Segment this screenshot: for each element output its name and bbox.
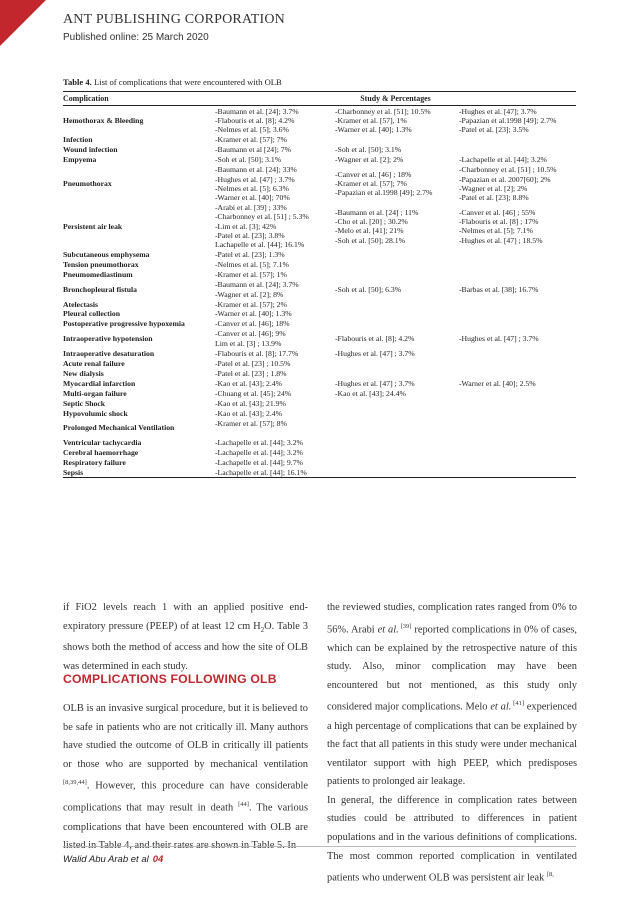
publication-date: Published online: 25 March 2020 xyxy=(63,32,209,43)
study-cell xyxy=(459,348,576,358)
complication-name: Empyema xyxy=(63,155,97,165)
header-study-percentages: Study & Percentages xyxy=(215,92,576,106)
study-cell xyxy=(459,203,576,250)
study-entry: -Canver et al. [46]; 9% xyxy=(215,329,286,339)
table-row xyxy=(63,203,576,250)
study-entry: -Kramer et al. [57]; 2% xyxy=(215,299,287,309)
complication-name: Sepsis xyxy=(63,467,215,477)
complication-name: Ventricular tachycardia xyxy=(63,437,142,447)
study-cell xyxy=(335,388,459,398)
study-entry: -Patel et al. [23] ; 1.8% xyxy=(215,368,287,378)
study-cell xyxy=(215,348,335,358)
table-row xyxy=(63,280,576,299)
study-entry: -Lachapelle et al. [44]; 16.1% xyxy=(215,467,307,477)
table-row xyxy=(63,378,576,388)
left-para2-text-b: . However, this procedure can have considerable complications that may result in death xyxy=(63,780,308,814)
study-cell xyxy=(335,348,459,358)
table-caption xyxy=(63,77,282,87)
study-entry: -Baumann et al [24]; 7% xyxy=(215,145,291,155)
study-entry: -Canver et al. [46] ; 18% xyxy=(335,169,412,179)
complication-name: Tension pneumothorax xyxy=(63,260,139,270)
study-cell xyxy=(215,408,335,418)
study-cell xyxy=(335,319,459,329)
study-cell xyxy=(215,388,335,398)
study-cell xyxy=(215,448,335,458)
table-row xyxy=(63,388,576,398)
study-cell xyxy=(459,309,576,319)
study-entry: -Baumann et al. [24]; 3.7% xyxy=(215,106,299,116)
complication-name: Persistent air leak xyxy=(63,221,123,231)
study-cell xyxy=(459,319,576,329)
study-cell xyxy=(215,270,335,280)
study-entry: -Baumann et al. [24] ; 11% xyxy=(335,207,419,217)
study-entry: -Kramer et al. [57]; 8% xyxy=(215,418,287,428)
study-entry: -Soh et al. [50]; 3.1% xyxy=(215,155,282,165)
table-row xyxy=(63,438,576,448)
table-row xyxy=(63,448,576,458)
study-cell xyxy=(215,155,335,165)
study-entry: -Charbonney et al. [51] ; 10.5% xyxy=(459,165,557,175)
study-cell xyxy=(335,250,459,260)
study-cell xyxy=(459,145,576,155)
table-row xyxy=(63,457,576,467)
study-cell xyxy=(335,358,459,368)
study-cell xyxy=(215,368,335,378)
left-para2-ref-2: [44] xyxy=(238,801,249,809)
complication-name: Atelectasis xyxy=(63,299,99,309)
study-cell xyxy=(215,250,335,260)
table-row xyxy=(63,467,576,477)
table-caption-text: List of complications that were encountered with OLB xyxy=(91,77,282,87)
left-para2-text-a: OLB is an invasive surgical procedure, but it is believed to be safe in patients who are not critically ill. Many authors have studied the outcome of OLB in critically ill patients or those who are supported by mechanical ventilation xyxy=(63,703,308,770)
study-cell xyxy=(459,467,576,477)
study-entry: -Kramer et al. [57]; 1% xyxy=(215,270,287,280)
table-row xyxy=(63,368,576,378)
complication-name: Pneumomediastinum xyxy=(63,270,133,280)
study-cell xyxy=(335,165,459,203)
study-entry: -Patel et al. [23]; 3.8% xyxy=(215,230,285,240)
study-cell xyxy=(459,457,576,467)
right-para1-text-b: reported complications in 0% of cases, which can be explained by the retrospective nature of this study. Also, minor complication may have been encountered but not mentioned, as this study only considered major complications. Melo xyxy=(327,624,577,713)
study-cell xyxy=(215,319,335,329)
complication-name: Hemothorax & Bleeding xyxy=(63,115,144,125)
complication-name: Postoperative progressive hypoxemia xyxy=(63,319,185,329)
study-entry: -Nelmes et al. [5]; 7.1% xyxy=(459,226,533,236)
study-cell xyxy=(459,418,576,437)
study-cell xyxy=(335,329,459,348)
complication-name: New dialysis xyxy=(63,368,104,378)
study-cell xyxy=(459,260,576,270)
study-cell xyxy=(335,145,459,155)
table-row xyxy=(63,270,576,280)
study-cell xyxy=(215,165,335,203)
study-entry: -Lachapelle et al. [44]; 3.2% xyxy=(459,155,547,165)
complication-name: Intraoperative desaturation xyxy=(63,348,155,358)
study-entry: -Lachapelle et al. [44]; 3.2% xyxy=(215,447,303,457)
study-cell xyxy=(459,438,576,448)
header-complication: Complication xyxy=(63,92,215,106)
right-para1-etal-1: et al. xyxy=(377,624,399,636)
study-cell xyxy=(459,408,576,418)
study-entry: -Flabouris et al. [8]; 4.2% xyxy=(215,115,295,125)
table-row xyxy=(63,398,576,408)
study-entry: -Arabi et al. [39] ; 33% xyxy=(215,203,287,213)
right-para1-text-c: experienced a high percentage of complications that can be explained by the fact that all patients in this study were under mechanical ventilator support with high PEEP, which predisposes patients to prolonged air leakage. xyxy=(327,701,577,788)
complication-name: Septic Shock xyxy=(63,398,106,408)
study-entry: -Nelmes et al. [5]; 6.3% xyxy=(215,183,289,193)
study-cell xyxy=(215,135,335,145)
right-para1-text-a: the reviewed studies, complication rates ranged from 0% to 56%. Arabi xyxy=(327,602,577,636)
right-para1-ref-1: [39] xyxy=(398,622,412,630)
left-para1-text-a: if FiO2 levels reach 1 with an applied positive end-expiratory pressure (PEEP) of at least 12 cm H xyxy=(63,602,308,632)
study-cell xyxy=(335,135,459,145)
right-para1-ref-2: [41] xyxy=(511,700,524,708)
study-entry: -Hughes et al. [47] ; 3.7% xyxy=(335,348,415,358)
section-heading: COMPLICATIONS FOLLOWING OLB xyxy=(63,672,277,686)
left-para1-text-b: O. Table 3 shows both the method of access and how the site of OLB was determined in each study. xyxy=(63,620,308,672)
study-entry: -Soh et al. [50]; 6.3% xyxy=(335,284,402,294)
study-entry: -Hughes et al. [47] ; 18.5% xyxy=(459,235,543,245)
study-cell xyxy=(215,358,335,368)
table-row xyxy=(63,260,576,270)
study-cell xyxy=(335,368,459,378)
study-entry: -Warner et al. [40]; 70% xyxy=(215,193,290,203)
right-para2-text-a: In general, the difference in complication rates between studies could be attributed to differences in patient populations and in the various definitions of complications. The most common reported complication in ventilated patients who underwent OLB was persistent air leak xyxy=(327,794,577,884)
study-entry: -Warner et al. [40]; 2.5% xyxy=(459,378,536,388)
study-cell xyxy=(459,135,576,145)
study-cell xyxy=(215,398,335,408)
study-entry: Lim et al. [3] ; 13.9% xyxy=(215,338,282,348)
study-entry: -Lachapelle et al. [44]; 3.2% xyxy=(215,437,303,447)
table-row xyxy=(63,165,576,203)
study-cell xyxy=(335,260,459,270)
study-entry: -Cho et al. [20] ; 30.2% xyxy=(335,217,408,227)
study-cell xyxy=(335,398,459,408)
study-cell xyxy=(459,368,576,378)
study-cell xyxy=(335,299,459,309)
study-cell xyxy=(215,418,335,437)
study-cell xyxy=(459,329,576,348)
study-cell xyxy=(215,329,335,348)
table-row xyxy=(63,348,576,358)
footer-divider xyxy=(63,846,576,847)
study-entry: -Kramer et al. [57], 1% xyxy=(335,115,407,125)
study-cell xyxy=(459,358,576,368)
study-cell xyxy=(335,309,459,319)
study-entry: -Kao et al. [43]; 24.4% xyxy=(335,388,406,398)
study-entry: -Wagner et al. [2]; 2% xyxy=(459,183,528,193)
complication-name: Hypovolumic shock xyxy=(63,408,128,418)
complication-name: Pneumothorax xyxy=(63,179,112,189)
study-cell xyxy=(335,408,459,418)
study-entry: -Papazian et al.1998 [49]; 2.7% xyxy=(335,188,433,198)
study-entry: -Kao et al. [43]; 21.9% xyxy=(215,398,286,408)
table-row xyxy=(63,309,576,319)
study-entry: -Wagner et al. [2]; 2% xyxy=(335,155,404,165)
study-entry: -Nelmes et al. [5]; 3.6% xyxy=(215,125,289,135)
study-cell xyxy=(459,250,576,260)
study-cell xyxy=(215,309,335,319)
study-entry: -Barbas et al. [38]; 16.7% xyxy=(459,284,539,294)
study-cell xyxy=(335,418,459,437)
study-entry: -Patel et al. [23]; 3.5% xyxy=(459,125,529,135)
study-entry: -Flabouris et al. [8]; 4.2% xyxy=(335,334,415,344)
study-entry: -Soh et al. [50]; 28.1% xyxy=(335,235,406,245)
right-para1-etal-2: et al. xyxy=(490,701,512,713)
study-entry: -Chuang et al. [45]; 24% xyxy=(215,388,292,398)
complication-name: Respiratory failure xyxy=(63,457,126,467)
study-entry: -Lim et al. [3]; 42% xyxy=(215,221,277,231)
study-entry xyxy=(215,428,335,437)
study-entry: -Nelmes et al. [5]; 7.1% xyxy=(215,260,289,270)
corner-accent-triangle xyxy=(0,0,46,46)
study-cell xyxy=(459,448,576,458)
left-column-paragraph-1 xyxy=(63,599,308,676)
study-cell xyxy=(335,155,459,165)
study-entry: -Flabouris et al. [8]; 17.7% xyxy=(215,348,299,358)
study-cell xyxy=(215,378,335,388)
study-cell xyxy=(215,106,335,135)
study-entry: -Hughes et al. [47] ; 3.7% xyxy=(335,378,415,388)
complication-name: Myocardial infarction xyxy=(63,378,136,388)
study-entry: -Baumann et al. [24]; 3.7% xyxy=(215,280,299,290)
complication-name: Bronchopleural fistula xyxy=(63,284,137,294)
table-row xyxy=(63,408,576,418)
study-cell xyxy=(459,299,576,309)
table-body xyxy=(63,106,576,478)
study-entry: -Baumann et al. [24]; 33% xyxy=(215,165,297,175)
complication-name: Multi-organ failure xyxy=(63,388,127,398)
study-cell xyxy=(215,299,335,309)
study-entry: -Melo et al. [41]; 21% xyxy=(335,226,404,236)
study-entry: -Charbonney et al. [51]; 10.5% xyxy=(335,106,431,116)
study-cell xyxy=(335,106,459,135)
study-entry: -Warner et al. [40]; 1.3% xyxy=(215,309,292,319)
study-entry: Lachapelle et al. [44]; 16.1% xyxy=(215,240,305,250)
table-row xyxy=(63,329,576,348)
right-para2-ref: [8, xyxy=(546,871,554,879)
left-column-paragraph-2 xyxy=(63,700,308,856)
footer-author: Walid Abu Arab et al xyxy=(63,854,149,865)
table-row xyxy=(63,299,576,309)
complication-name: Cerebral haemorrhage xyxy=(63,447,139,457)
study-cell xyxy=(335,457,459,467)
study-entry: -Patel et al. [23]; 1.3% xyxy=(215,250,285,260)
study-cell xyxy=(459,280,576,299)
table-caption-label: Table 4. xyxy=(63,77,92,87)
study-cell xyxy=(335,467,459,477)
study-entry: -Papazian et al.1998 [49]; 2.7% xyxy=(459,115,557,125)
left-para2-text-c: . The various complications that have been encountered with OLB are listed in Table 4, and their rates are shown in Table 5. In xyxy=(63,802,308,852)
study-cell xyxy=(459,388,576,398)
study-entry: -Warner et al. [40]; 1.3% xyxy=(335,125,412,135)
study-cell xyxy=(335,280,459,299)
study-entry: -Kao et al. [43]; 2.4% xyxy=(215,408,283,418)
study-cell xyxy=(215,280,335,299)
study-cell xyxy=(215,438,335,448)
complication-name: Infection xyxy=(63,135,93,145)
table-row xyxy=(63,358,576,368)
study-entry: -Papazian et al. 2007[60]; 2% xyxy=(459,174,551,184)
study-entry: -Canver et al. [46] ; 55% xyxy=(459,207,536,217)
study-cell xyxy=(459,398,576,408)
study-cell xyxy=(335,270,459,280)
study-cell xyxy=(459,270,576,280)
study-cell xyxy=(459,155,576,165)
study-cell xyxy=(335,378,459,388)
complication-name: Acute renal failure xyxy=(63,358,125,368)
study-cell xyxy=(215,145,335,155)
table-row xyxy=(63,250,576,260)
study-entry: -Flabouris et al. [8] ; 17% xyxy=(459,217,539,227)
study-cell xyxy=(335,438,459,448)
study-entry: -Hughes et al. [47] ; 3.7% xyxy=(215,174,295,184)
study-cell xyxy=(459,165,576,203)
table-row xyxy=(63,106,576,135)
complication-name: Subcutaneous emphysema xyxy=(63,250,150,260)
study-entry: -Hughes et al. [47] ; 3.7% xyxy=(459,334,539,344)
complication-name: Wound infection xyxy=(63,145,118,155)
study-cell xyxy=(459,378,576,388)
page-number: 04 xyxy=(152,854,164,865)
study-entry: -Charbonney et al. [51] ; 5.3% xyxy=(215,212,309,222)
left-para1-subscript: 2 xyxy=(260,625,265,634)
page-footer xyxy=(63,854,163,865)
study-cell xyxy=(459,106,576,135)
table-row xyxy=(63,418,576,437)
table-row xyxy=(63,319,576,329)
study-cell xyxy=(335,448,459,458)
publisher-name: ANT PUBLISHING CORPORATION xyxy=(63,12,285,27)
table-row xyxy=(63,155,576,165)
complication-name: Prolonged Mechanical Ventilation xyxy=(63,423,175,433)
complications-table xyxy=(63,91,576,478)
complication-name: Intraoperative hypotension xyxy=(63,334,153,344)
study-entry: -Wagner et al. [2]; 8% xyxy=(215,289,284,299)
study-entry: -Lachapelle et al. [44]; 9.7% xyxy=(215,457,303,467)
study-cell xyxy=(215,467,335,477)
study-entry: -Hughes et al. [47]; 3.7% xyxy=(459,106,537,116)
study-cell xyxy=(335,203,459,250)
table-header-row xyxy=(63,92,576,106)
study-entry: -Soh et al. [50]; 3.1% xyxy=(335,145,402,155)
study-entry: -Canver et al. [46]; 18% xyxy=(215,319,290,329)
study-entry: -Patel et al. [23]; 8.8% xyxy=(459,193,529,203)
study-entry: -Kao et al. [43]; 2.4% xyxy=(215,378,283,388)
right-column-text xyxy=(327,599,577,888)
study-entry: -Kramer et al. [57]; 7% xyxy=(335,179,407,189)
study-entry: -Patel et al. [23] ; 10.5% xyxy=(215,358,291,368)
table-row xyxy=(63,135,576,145)
study-cell xyxy=(215,203,335,250)
study-entry: -Kramer et al. [57]; 7% xyxy=(215,135,287,145)
study-cell xyxy=(215,260,335,270)
table-row xyxy=(63,145,576,155)
study-cell xyxy=(215,457,335,467)
left-para2-ref-1: [8,39,44] xyxy=(63,779,87,787)
complication-name: Pleural collection xyxy=(63,309,120,319)
